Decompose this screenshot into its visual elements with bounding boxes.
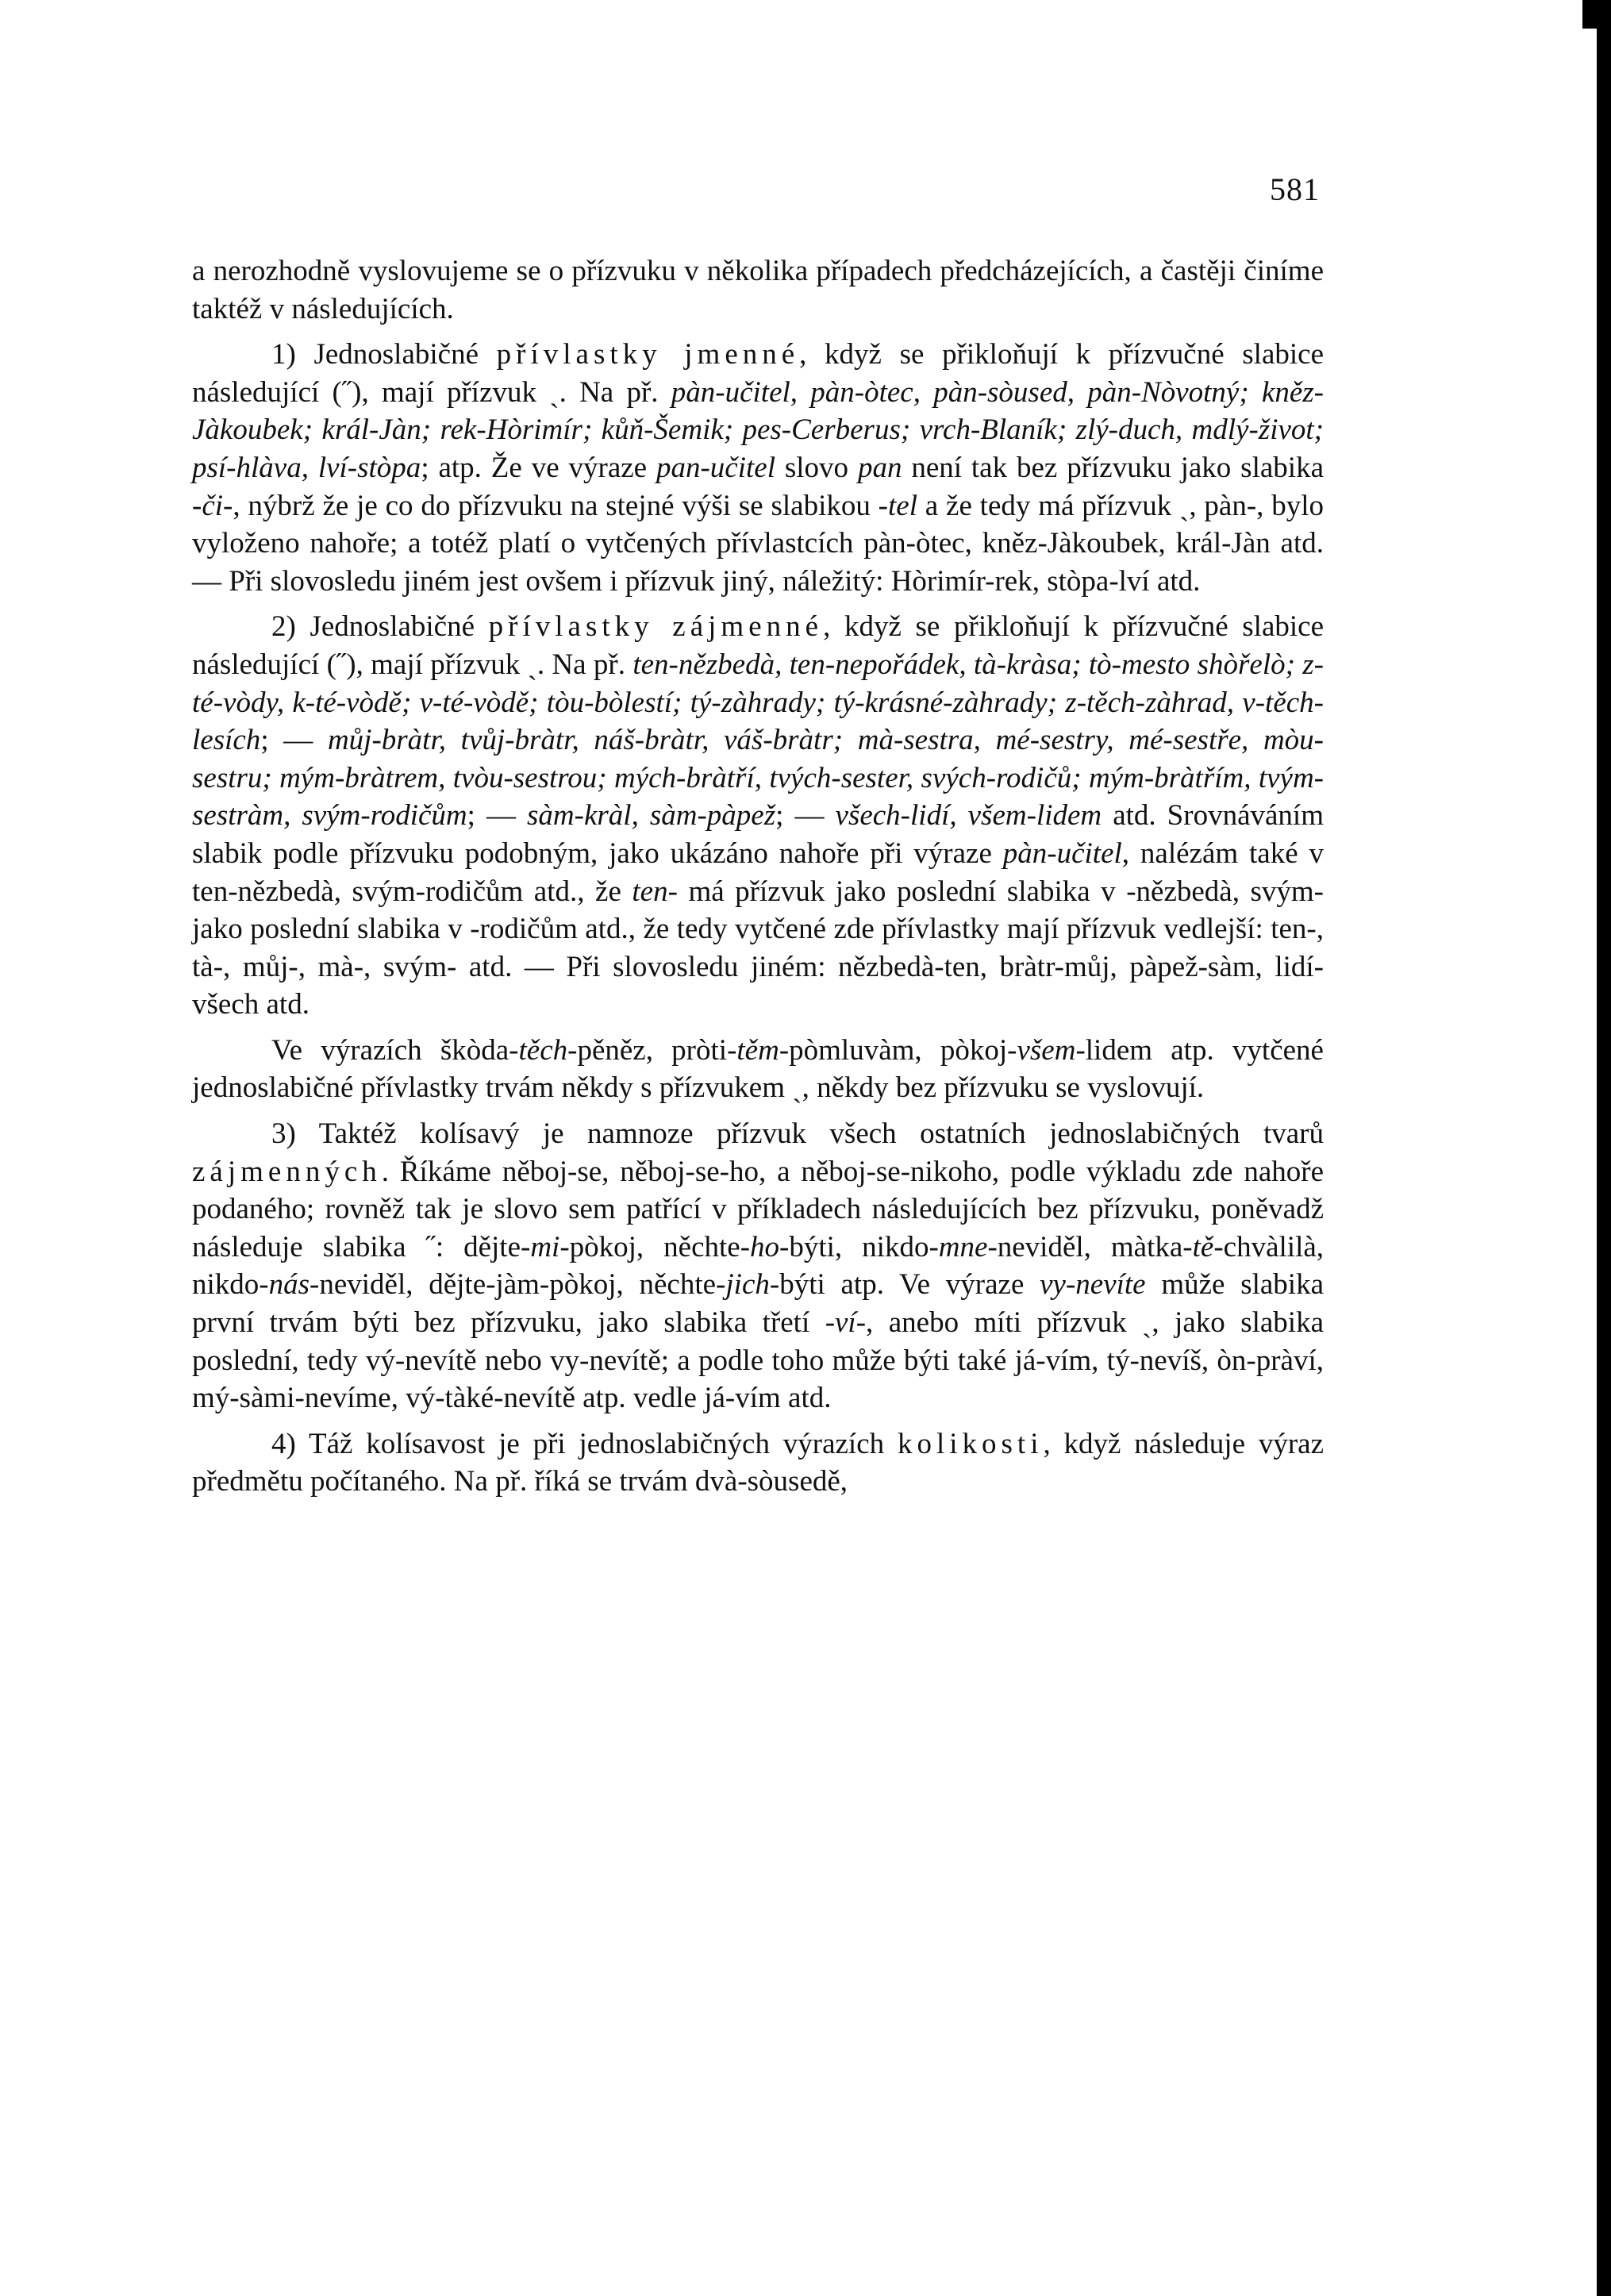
italic-example: pàn-učitel, pàn-òtec, pàn-sòused, pàn-Nòvotný; kněz-Jàkoubek; král-Jàn; rek-Hòrimír; kůň-Šemik; pes-Cerberus; vrch-Blaník; zlý-duch, mdlý-život; psí-hlàva, lví-stòpa (192, 375, 1324, 484)
text-run: , když následuje výraz předmětu počítaného. Na př. říká se trvám dvà-sòusedě, (192, 1427, 1324, 1498)
italic-example: těm (736, 1033, 779, 1067)
spaced-term: přívlastky zájmenné (488, 610, 824, 644)
italic-example: ten- (632, 875, 678, 908)
text-run: 1) Jednoslabičné (271, 338, 497, 371)
text-run: , nýbrž že je co do přízvuku na stejné výši se slabikou (233, 489, 879, 522)
text-run: , anebo míti přízvuk ˎ, jako slabika poslední, tedy vý-nevítě nebo vy-nevítě; a podle toho může býti také já-vím, tý-nevíš, òn-pràví, mý-sàmi-nevíme, vý-tàké-nevítě atp. vedle já-vím atd. (192, 1306, 1324, 1415)
text-run: atd. Srovnáváním slabik podle přízvuku podobným, jako ukázáno nahoře při výraze (192, 799, 1324, 870)
body-text (192, 252, 1324, 1509)
scan-edge-right (1597, 0, 1611, 2296)
italic-example: vy-nevíte (1040, 1268, 1146, 1302)
text-run: ; — (260, 724, 328, 757)
text-run: -pòkoj, něchte- (559, 1230, 751, 1263)
paragraph-2 (192, 608, 1324, 1024)
spaced-term: přívlastky jmenné (496, 338, 800, 371)
paragraph-3 (192, 1032, 1324, 1107)
text-run: může slabika první trvám býti bez přízvuku, jako slabika třetí (192, 1268, 1325, 1340)
text-run: -býti atp. Ve výraze (769, 1268, 1040, 1302)
text-run: ; — (775, 799, 836, 833)
text-run: -býti, nikdo- (779, 1230, 939, 1263)
text-run: slovo (775, 451, 858, 484)
italic-example: sàm-kràl, sàm-pàpež (527, 799, 776, 833)
italic-example: -či- (192, 489, 233, 522)
text-run: -pòmluvàm, pòkoj- (779, 1033, 1017, 1067)
italic-example: jich (725, 1268, 770, 1302)
spaced-term: kolikosti (897, 1427, 1044, 1460)
italic-example: mne (938, 1230, 988, 1263)
italic-example: tě (1192, 1230, 1214, 1263)
italic-example: -ví- (825, 1306, 867, 1340)
text-run: a že tedy má přízvuk ˎ, pàn-, bylo vyloženo nahoře; a totéž platí o vytčených přívlastcích pàn-òtec, kněz-Jàkoubek, král-Jàn atd. — Při slovosledu jiném jest ovšem i přízvuk jiný, náležitý: Hòrimír-rek, stòpa-lví atd. (192, 489, 1324, 598)
text-run: , nalézám také v ten-nězbedà, svým-rodičům atd., že (192, 836, 1325, 908)
text-run: -neviděl, màtka- (987, 1230, 1193, 1263)
paragraph-4 (192, 1115, 1324, 1417)
italic-example: mi (530, 1230, 560, 1263)
text-run: , když se přikloňují k přízvučné slabice následující (˝), mají přízvuk ˎ. Na př. (192, 338, 1325, 409)
text-run: má přízvuk jako poslední slabika v -nězbedà, svým- jako poslední slabika v -rodičům atd., že tedy vytčené zde přívlastky mají přízvuk vedlejší: ten-, tà-, můj-, mà-, svým- atd. — Při slovosledu jiném: nězbedà-ten, bràtr-můj, pàpež-sàm, lidí-všech atd. (192, 875, 1324, 1021)
text-run: 4) Táž kolísavost je při jednoslabičných výrazích (271, 1427, 898, 1460)
spaced-term: zájmenných (192, 1155, 382, 1188)
text-run: ; — (467, 799, 528, 833)
italic-example: všech-lidí, všem-lidem (835, 799, 1102, 833)
text-run: -pěněz, pròti- (567, 1033, 737, 1067)
italic-example: ho (750, 1230, 780, 1263)
text-run: a nerozhodně vyslovujeme se o přízvuku v několika případech předcházejících, a častěji činíme taktéž v následujících. (192, 255, 1324, 325)
text-run: -chvàlilà, nikdo- (192, 1230, 1325, 1302)
text-run: , když se přikloňují k přízvučné slabice následující (˝), mají přízvuk ˎ. Na př. (192, 610, 1324, 681)
text-run: není tak bez přízvuku jako slabika (902, 451, 1324, 484)
italic-example: ten-nězbedà, ten-nepořádek, tà-kràsa; tò-mesto shòřelò; z-té-vòdy, k-té-vòdě; v-té-vòdě; tòu-bòlestí; tý-zàhrady; tý-krásné-zàhrady; z-těch-zàhrad, v-těch-lesích (192, 648, 1324, 757)
text-run: 3) Taktéž kolísavý je namnoze přízvuk všech ostatních jednoslabičných tvarů (271, 1117, 1324, 1151)
text-run: -lidem atp. vytčené jednoslabičné přívlastky trvám někdy s přízvukem ˎ, někdy bez přízvuku se vyslovují. (192, 1033, 1324, 1105)
paragraph-intro (192, 252, 1324, 328)
italic-example: -tel (878, 489, 917, 522)
text-run: 2) Jednoslabičné (271, 610, 489, 644)
text-run: ; atp. Že ve výraze (421, 451, 656, 484)
page-number: 581 (1270, 171, 1320, 207)
italic-example: pàn-učitel (1002, 836, 1122, 870)
italic-example: pan-učitel (656, 451, 775, 484)
paragraph-1 (192, 336, 1324, 600)
italic-example: nás (268, 1268, 310, 1302)
text-run: . Říkáme něboj-se, něboj-se-ho, a něboj-se-nikoho, podle výkladu zde nahoře podaného; rovněž tak je slovo sem patřící v příkladech následujících bez přízvuku, poněvadž následuje slabika ˝: dějte- (192, 1155, 1324, 1263)
text-run: Ve výrazích škòda- (271, 1033, 519, 1067)
italic-example: můj-bràtr, tvůj-bràtr, náš-bràtr, váš-bràtr; mà-sestra, mé-sestry, mé-sestře, mòu-sestru; mým-bràtrem, tvòu-sestrou; mých-bràtří, tvých-sester, svých-rodičů; mým-bràtřím, tvým-sestràm, svým-rodičům (192, 724, 1325, 833)
italic-example: pan (857, 451, 902, 484)
italic-example: těch (518, 1033, 568, 1067)
paragraph-5 (192, 1425, 1324, 1501)
italic-example: všem (1017, 1033, 1076, 1067)
text-run: -neviděl, dějte-jàm-pòkoj, něchte- (310, 1268, 726, 1302)
